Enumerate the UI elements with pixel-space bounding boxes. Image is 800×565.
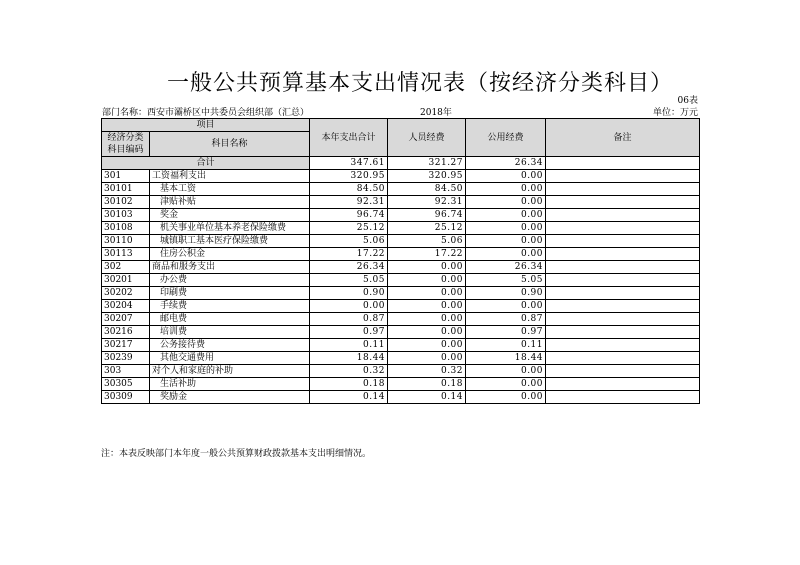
subject-name-cell: 工资福利支出	[150, 170, 310, 183]
total-cell: 84.50	[310, 183, 388, 196]
personnel-cell: 5.06	[388, 235, 466, 248]
subject-name-cell: 奖励金	[150, 391, 310, 404]
header-subject-name: 科目名称	[150, 132, 310, 157]
public-cell: 0.00	[466, 183, 546, 196]
personnel-cell: 0.32	[388, 365, 466, 378]
public-cell: 18.44	[466, 352, 546, 365]
total-cell: 0.18	[310, 378, 388, 391]
total-cell: 0.00	[310, 300, 388, 313]
total-cell: 5.06	[310, 235, 388, 248]
table-row	[102, 365, 700, 378]
public-cell: 26.34	[466, 261, 546, 274]
personnel-cell: 0.00	[388, 261, 466, 274]
public-cell: 0.11	[466, 339, 546, 352]
code-cell: 30202	[102, 287, 150, 300]
personnel-cell: 0.00	[388, 274, 466, 287]
unit-label: 单位：万元	[652, 108, 698, 118]
subject-name-cell: 机关事业单位基本养老保险缴费	[150, 222, 310, 235]
remarks-cell	[546, 365, 700, 378]
personnel-cell: 0.18	[388, 378, 466, 391]
public-cell: 5.05	[466, 274, 546, 287]
table-row	[102, 196, 700, 209]
table-row	[102, 378, 700, 391]
total-cell: 5.05	[310, 274, 388, 287]
code-cell: 30101	[102, 183, 150, 196]
public-cell: 0.00	[466, 235, 546, 248]
subject-name-cell: 办公费	[150, 274, 310, 287]
personnel-cell: 0.00	[388, 339, 466, 352]
public-cell: 0.00	[466, 196, 546, 209]
remarks-cell	[546, 170, 700, 183]
public-cell: 0.97	[466, 326, 546, 339]
total-cell: 347.61	[310, 157, 388, 170]
expenditure-table	[101, 118, 700, 404]
header-public: 公用经费	[466, 119, 546, 157]
personnel-cell: 0.00	[388, 300, 466, 313]
table-row	[102, 209, 700, 222]
remarks-cell	[546, 391, 700, 404]
total-cell: 0.11	[310, 339, 388, 352]
subject-name-cell: 城镇职工基本医疗保险缴费	[150, 235, 310, 248]
code-cell: 30216	[102, 326, 150, 339]
code-cell: 302	[102, 261, 150, 274]
table-row	[102, 326, 700, 339]
remarks-cell	[546, 248, 700, 261]
remarks-cell	[546, 235, 700, 248]
subject-name-cell: 商品和服务支出	[150, 261, 310, 274]
code-cell: 30113	[102, 248, 150, 261]
total-row	[102, 157, 700, 170]
personnel-cell: 0.00	[388, 287, 466, 300]
code-cell: 301	[102, 170, 150, 183]
table-code: 06表	[677, 96, 698, 106]
code-cell: 30217	[102, 339, 150, 352]
subject-name-cell: 印刷费	[150, 287, 310, 300]
personnel-cell: 0.00	[388, 313, 466, 326]
code-cell: 30103	[102, 209, 150, 222]
table-row	[102, 274, 700, 287]
personnel-cell: 92.31	[388, 196, 466, 209]
page-title: 一般公共预算基本支出情况表（按经济分类科目）	[166, 71, 673, 96]
remarks-cell	[546, 339, 700, 352]
total-cell: 0.87	[310, 313, 388, 326]
personnel-cell: 0.00	[388, 326, 466, 339]
table-row	[102, 235, 700, 248]
subject-name-cell: 住房公积金	[150, 248, 310, 261]
total-cell: 0.14	[310, 391, 388, 404]
public-cell: 0.90	[466, 287, 546, 300]
personnel-cell: 96.74	[388, 209, 466, 222]
code-cell: 30207	[102, 313, 150, 326]
total-cell: 18.44	[310, 352, 388, 365]
subject-name-cell: 基本工资	[150, 183, 310, 196]
header-remarks: 备注	[546, 119, 700, 157]
personnel-cell: 0.00	[388, 352, 466, 365]
personnel-cell: 17.22	[388, 248, 466, 261]
subject-name-cell: 培训费	[150, 326, 310, 339]
public-cell: 0.00	[466, 391, 546, 404]
code-cell: 30110	[102, 235, 150, 248]
total-cell: 96.74	[310, 209, 388, 222]
remarks-cell	[546, 352, 700, 365]
remarks-cell	[546, 274, 700, 287]
remarks-cell	[546, 313, 700, 326]
table-row	[102, 261, 700, 274]
table-row	[102, 300, 700, 313]
public-cell: 0.00	[466, 209, 546, 222]
public-cell: 0.87	[466, 313, 546, 326]
header-personnel: 人员经费	[388, 119, 466, 157]
public-cell: 26.34	[466, 157, 546, 170]
remarks-cell	[546, 157, 700, 170]
header-total: 本年支出合计	[310, 119, 388, 157]
code-cell: 30309	[102, 391, 150, 404]
footnote: 注：本表反映部门本年度一般公共预算财政拨款基本支出明细情况。	[101, 449, 372, 459]
public-cell: 0.00	[466, 365, 546, 378]
table-row	[102, 248, 700, 261]
subject-name-cell: 邮电费	[150, 313, 310, 326]
table-row	[102, 313, 700, 326]
code-cell: 30201	[102, 274, 150, 287]
table-row	[102, 352, 700, 365]
total-cell: 0.90	[310, 287, 388, 300]
table-row	[102, 339, 700, 352]
public-cell: 0.00	[466, 222, 546, 235]
table-row	[102, 183, 700, 196]
table-row	[102, 391, 700, 404]
remarks-cell	[546, 209, 700, 222]
header-item-group: 项目	[102, 119, 310, 132]
remarks-cell	[546, 378, 700, 391]
subject-name-cell: 奖金	[150, 209, 310, 222]
department-name: 部门名称：西安市灞桥区中共委员会组织部（汇总）	[102, 108, 310, 118]
remarks-cell	[546, 287, 700, 300]
total-cell: 25.12	[310, 222, 388, 235]
total-label: 合计	[102, 157, 310, 170]
subject-name-cell: 公务接待费	[150, 339, 310, 352]
header-econ-code: 经济分类科目编码	[102, 132, 150, 157]
code-cell: 303	[102, 365, 150, 378]
public-cell: 0.00	[466, 248, 546, 261]
total-cell: 0.97	[310, 326, 388, 339]
remarks-cell	[546, 222, 700, 235]
subject-name-cell: 手续费	[150, 300, 310, 313]
remarks-cell	[546, 196, 700, 209]
remarks-cell	[546, 326, 700, 339]
personnel-cell: 84.50	[388, 183, 466, 196]
table-row	[102, 287, 700, 300]
public-cell: 0.00	[466, 378, 546, 391]
subject-name-cell: 津贴补贴	[150, 196, 310, 209]
personnel-cell: 25.12	[388, 222, 466, 235]
subject-name-cell: 对个人和家庭的补助	[150, 365, 310, 378]
code-cell: 30239	[102, 352, 150, 365]
personnel-cell: 321.27	[388, 157, 466, 170]
budget-year: 2018年	[420, 108, 452, 118]
meta-row	[102, 105, 698, 117]
remarks-cell	[546, 300, 700, 313]
personnel-cell: 320.95	[388, 170, 466, 183]
code-cell: 30108	[102, 222, 150, 235]
total-cell: 320.95	[310, 170, 388, 183]
remarks-cell	[546, 261, 700, 274]
subject-name-cell: 生活补助	[150, 378, 310, 391]
total-cell: 0.32	[310, 365, 388, 378]
table-row	[102, 222, 700, 235]
public-cell: 0.00	[466, 170, 546, 183]
total-cell: 17.22	[310, 248, 388, 261]
code-cell: 30305	[102, 378, 150, 391]
code-cell: 30102	[102, 196, 150, 209]
total-cell: 26.34	[310, 261, 388, 274]
subject-name-cell: 其他交通费用	[150, 352, 310, 365]
code-cell: 30204	[102, 300, 150, 313]
table-row	[102, 170, 700, 183]
personnel-cell: 0.14	[388, 391, 466, 404]
public-cell: 0.00	[466, 300, 546, 313]
remarks-cell	[546, 183, 700, 196]
total-cell: 92.31	[310, 196, 388, 209]
